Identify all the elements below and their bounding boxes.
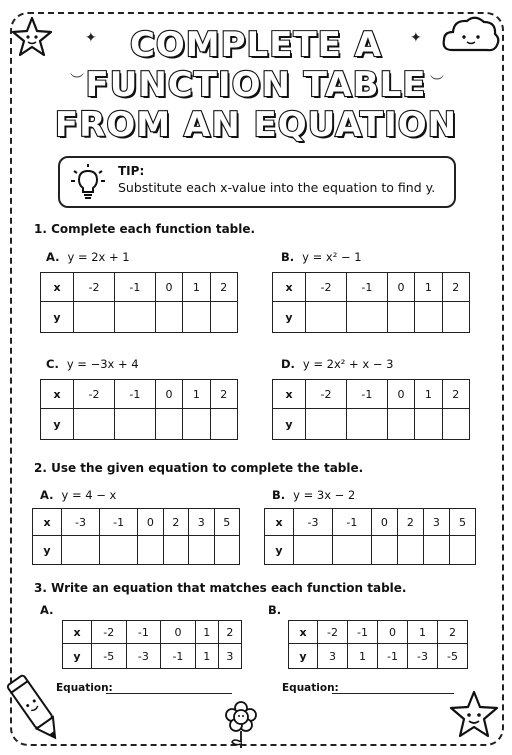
title-line-2: FUNCTION TABLE xyxy=(85,65,427,105)
y-answer-cell[interactable] xyxy=(163,536,188,565)
row-label-x: x xyxy=(33,509,62,536)
row-label-x: x xyxy=(265,509,294,536)
row-label-y: y xyxy=(63,644,92,669)
y-answer-cell[interactable] xyxy=(442,409,469,440)
x-cell: 0 xyxy=(387,273,414,302)
y-cell: -1 xyxy=(378,644,408,669)
x-cell: 2 xyxy=(210,273,237,302)
tip-box xyxy=(58,156,456,208)
table-row-x xyxy=(289,621,468,644)
table-row-y xyxy=(273,302,470,333)
x-cell: -3 xyxy=(62,509,100,536)
y-answer-cell[interactable] xyxy=(155,409,182,440)
section-3-heading: 3. Write an equation that matches each function table. xyxy=(34,581,407,595)
row-label-y: y xyxy=(273,409,306,440)
x-cell: 1 xyxy=(195,621,218,644)
x-cell: -3 xyxy=(294,509,333,536)
x-cell: 0 xyxy=(155,273,182,302)
x-cell: 0 xyxy=(138,509,163,536)
x-cell: 2 xyxy=(163,509,188,536)
x-cell: -2 xyxy=(318,621,348,644)
tip-label: TIP: xyxy=(118,164,145,178)
row-label-y: y xyxy=(41,302,74,333)
sparkle-icon: ✦ xyxy=(85,30,97,46)
function-table-1b xyxy=(272,272,470,333)
equation-label: Equation: xyxy=(282,682,339,694)
x-cell: -1 xyxy=(100,509,138,536)
function-table-3a xyxy=(62,620,242,669)
problem-label xyxy=(281,250,362,264)
y-answer-cell[interactable] xyxy=(371,536,397,565)
row-label-y: y xyxy=(273,302,306,333)
problem-label xyxy=(40,488,116,502)
section-2-heading: 2. Use the given equation to complete the table. xyxy=(34,461,364,475)
x-cell: 3 xyxy=(189,509,214,536)
tip-text: Substitute each x-value into the equation to find y. xyxy=(118,180,436,195)
x-cell: -1 xyxy=(114,273,155,302)
x-cell: 1 xyxy=(183,273,210,302)
problem-label xyxy=(46,250,130,264)
problem-letter: B. xyxy=(268,603,282,617)
y-answer-cell[interactable] xyxy=(214,536,239,565)
problem-equation: y = 3x − 2 xyxy=(293,488,356,502)
row-label-x: x xyxy=(63,621,92,644)
function-table-1a xyxy=(40,272,238,333)
table-row-x xyxy=(63,621,242,644)
x-cell: 2 xyxy=(442,380,469,409)
row-label-x: x xyxy=(41,273,74,302)
y-cell: -3 xyxy=(126,644,161,669)
sparkle-icon: ︶ xyxy=(430,75,444,91)
title-line-3: FROM AN EQUATION xyxy=(54,105,458,145)
y-answer-cell[interactable] xyxy=(210,409,237,440)
y-answer-cell[interactable] xyxy=(306,302,347,333)
y-cell: 1 xyxy=(195,644,218,669)
row-label-x: x xyxy=(273,380,306,409)
x-cell: -2 xyxy=(74,273,115,302)
function-table-2a xyxy=(32,508,240,565)
y-cell: -5 xyxy=(438,644,468,669)
problem-letter: A. xyxy=(40,603,54,617)
row-label-x: x xyxy=(273,273,306,302)
table-row-y xyxy=(265,536,476,565)
y-answer-cell[interactable] xyxy=(415,302,442,333)
row-label-x: x xyxy=(41,380,74,409)
row-label-x: x xyxy=(289,621,318,644)
x-cell: 2 xyxy=(218,621,241,644)
y-answer-cell[interactable] xyxy=(346,302,387,333)
problem-label xyxy=(272,488,355,502)
y-answer-cell[interactable] xyxy=(332,536,371,565)
x-cell: -2 xyxy=(92,621,127,644)
table-row-x xyxy=(265,509,476,536)
row-label-y: y xyxy=(289,644,318,669)
x-cell: 1 xyxy=(408,621,438,644)
table-row-x xyxy=(41,273,238,302)
x-cell: 0 xyxy=(371,509,397,536)
y-answer-cell[interactable] xyxy=(62,536,100,565)
x-cell: -1 xyxy=(348,621,378,644)
problem-label xyxy=(268,603,289,617)
x-cell: 2 xyxy=(438,621,468,644)
equation-answer-line[interactable] xyxy=(332,693,454,694)
function-table-2b xyxy=(264,508,476,565)
problem-letter: B. xyxy=(281,250,295,264)
y-answer-cell[interactable] xyxy=(442,302,469,333)
y-answer-cell[interactable] xyxy=(423,536,449,565)
x-cell: 2 xyxy=(442,273,469,302)
section-1-heading: 1. Complete each function table. xyxy=(34,222,256,236)
y-answer-cell[interactable] xyxy=(138,536,163,565)
table-row-x xyxy=(273,380,470,409)
y-answer-cell[interactable] xyxy=(306,409,347,440)
problem-equation: y = x² − 1 xyxy=(302,250,362,264)
problem-label xyxy=(40,603,61,617)
y-answer-cell[interactable] xyxy=(74,302,115,333)
x-cell: 1 xyxy=(183,380,210,409)
x-cell: -1 xyxy=(126,621,161,644)
y-cell: 1 xyxy=(348,644,378,669)
problem-label xyxy=(281,357,393,371)
y-answer-cell[interactable] xyxy=(189,536,214,565)
equation-label: Equation: xyxy=(56,682,113,694)
problem-letter: C. xyxy=(46,357,59,371)
equation-answer-line[interactable] xyxy=(106,693,232,694)
x-cell: -1 xyxy=(346,273,387,302)
table-row-x xyxy=(33,509,240,536)
y-answer-cell[interactable] xyxy=(183,302,210,333)
x-cell: 0 xyxy=(161,621,196,644)
x-cell: -1 xyxy=(114,380,155,409)
flower-icon xyxy=(224,700,258,750)
problem-letter: D. xyxy=(281,357,295,371)
star-icon xyxy=(446,688,502,744)
x-cell: 2 xyxy=(397,509,423,536)
x-cell: 0 xyxy=(378,621,408,644)
x-cell: 5 xyxy=(214,509,239,536)
problem-label xyxy=(46,357,139,371)
pencil-icon xyxy=(4,668,66,750)
y-answer-cell[interactable] xyxy=(183,409,210,440)
y-answer-cell[interactable] xyxy=(114,302,155,333)
table-row-y xyxy=(273,409,470,440)
y-answer-cell[interactable] xyxy=(397,536,423,565)
sparkle-icon: ✦ xyxy=(410,30,422,46)
function-table-1c xyxy=(40,379,238,440)
y-cell: -3 xyxy=(408,644,438,669)
y-cell: 3 xyxy=(218,644,241,669)
problem-equation: y = 2x + 1 xyxy=(67,250,130,264)
y-answer-cell[interactable] xyxy=(346,409,387,440)
table-row-y xyxy=(63,644,242,669)
table-row-y xyxy=(41,409,238,440)
y-cell: -5 xyxy=(92,644,127,669)
y-answer-cell[interactable] xyxy=(74,409,115,440)
x-cell: 3 xyxy=(423,509,449,536)
problem-equation: y = −3x + 4 xyxy=(66,357,139,371)
y-answer-cell[interactable] xyxy=(100,536,138,565)
table-row-x xyxy=(273,273,470,302)
x-cell: -2 xyxy=(74,380,115,409)
x-cell: 2 xyxy=(210,380,237,409)
x-cell: -1 xyxy=(346,380,387,409)
table-row-y xyxy=(33,536,240,565)
x-cell: -2 xyxy=(306,380,347,409)
y-answer-cell[interactable] xyxy=(155,302,182,333)
problem-equation: y = 2x² + x − 3 xyxy=(302,357,394,371)
y-answer-cell[interactable] xyxy=(415,409,442,440)
table-row-y xyxy=(289,644,468,669)
y-cell: -1 xyxy=(161,644,196,669)
x-cell: -2 xyxy=(306,273,347,302)
x-cell: 0 xyxy=(387,380,414,409)
row-label-y: y xyxy=(33,536,62,565)
sparkle-icon: ︶ xyxy=(70,73,84,89)
y-answer-cell[interactable] xyxy=(114,409,155,440)
function-table-1d xyxy=(272,379,470,440)
x-cell: 0 xyxy=(155,380,182,409)
y-answer-cell[interactable] xyxy=(449,536,475,565)
x-cell: 1 xyxy=(415,273,442,302)
problem-equation: y = 4 − x xyxy=(61,488,117,502)
y-answer-cell[interactable] xyxy=(210,302,237,333)
x-cell: 5 xyxy=(449,509,475,536)
y-answer-cell[interactable] xyxy=(294,536,333,565)
problem-letter: A. xyxy=(40,488,54,502)
x-cell: 1 xyxy=(415,380,442,409)
title-line-1: COMPLETE A xyxy=(129,25,383,65)
table-row-x xyxy=(41,380,238,409)
row-label-y: y xyxy=(265,536,294,565)
y-answer-cell[interactable] xyxy=(387,409,414,440)
lightbulb-icon xyxy=(68,162,108,202)
y-answer-cell[interactable] xyxy=(387,302,414,333)
table-row-y xyxy=(41,302,238,333)
problem-letter: A. xyxy=(46,250,60,264)
y-cell: 3 xyxy=(318,644,348,669)
problem-letter: B. xyxy=(272,488,286,502)
row-label-y: y xyxy=(41,409,74,440)
function-table-3b xyxy=(288,620,468,669)
x-cell: -1 xyxy=(332,509,371,536)
